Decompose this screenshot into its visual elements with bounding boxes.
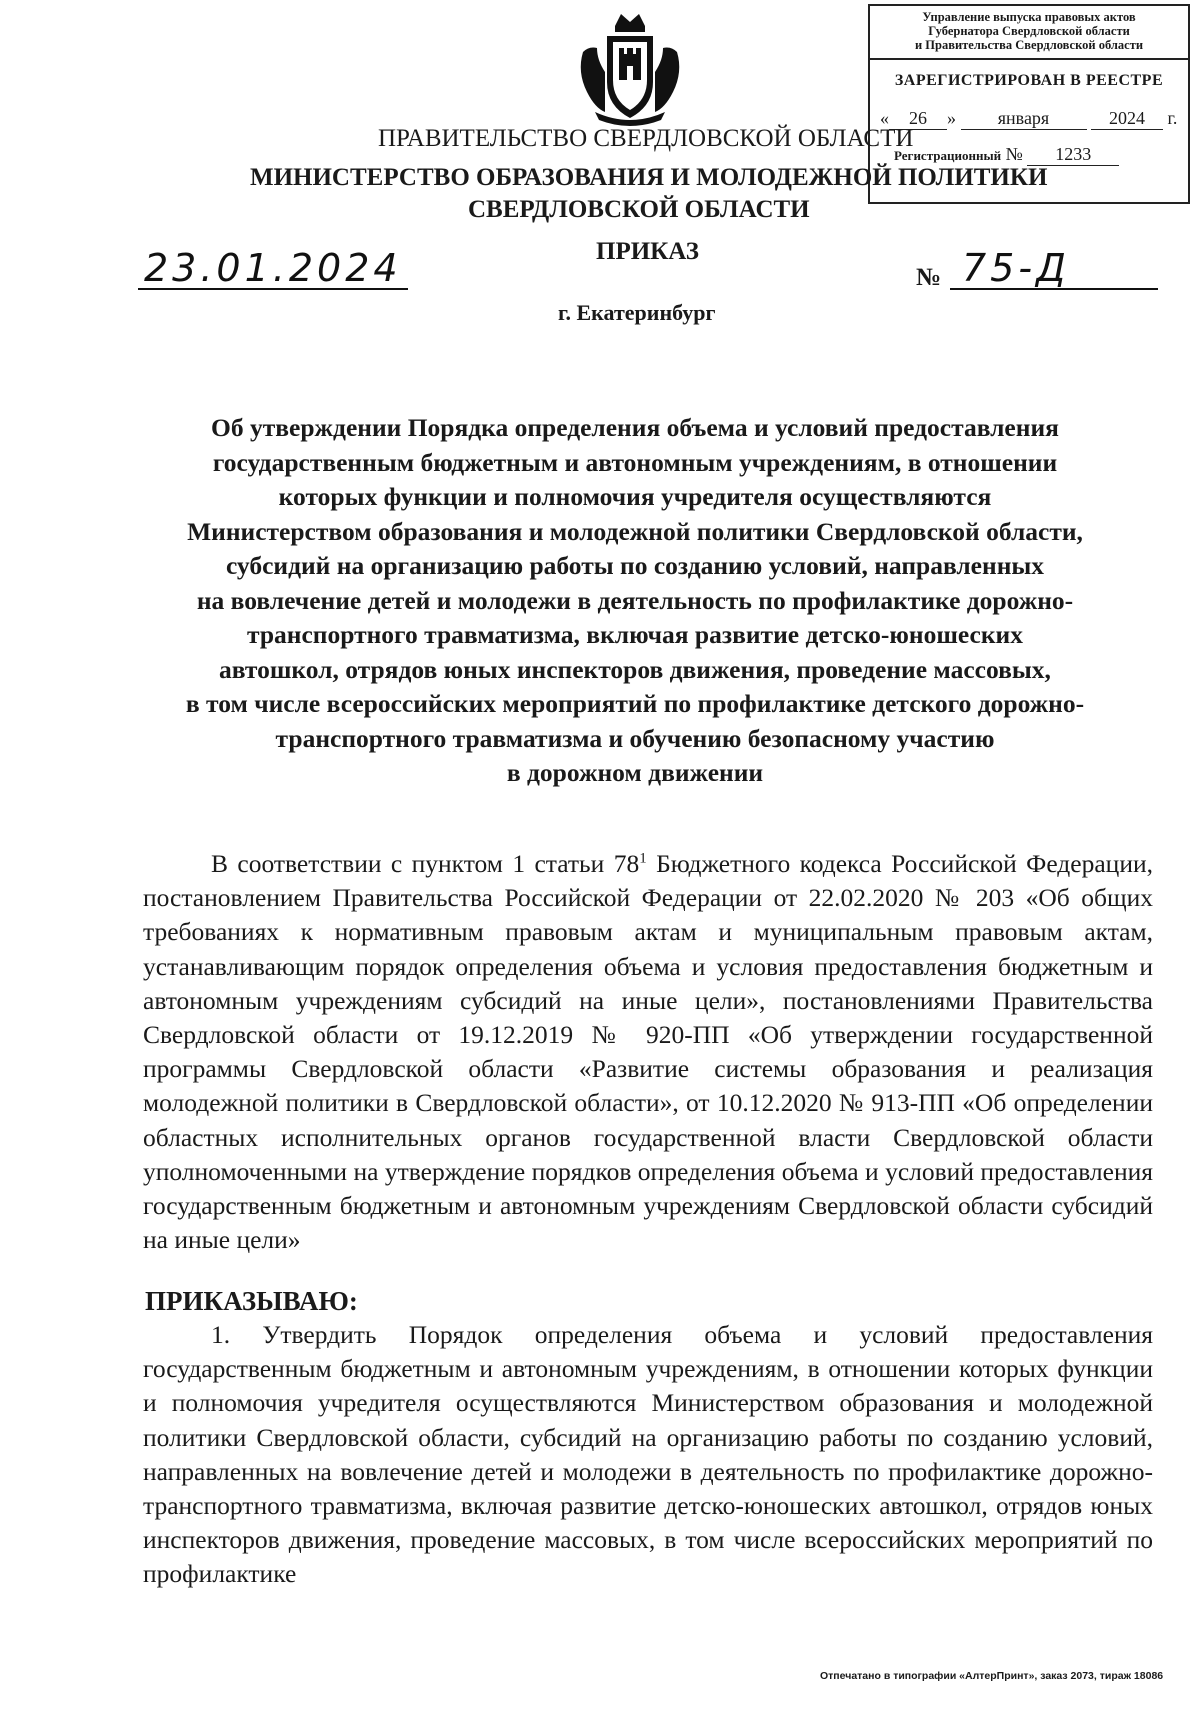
- preamble-paragraph: [143, 847, 1153, 1257]
- preamble: [143, 847, 1153, 1257]
- stamp-year-suffix: г.: [1167, 108, 1178, 128]
- region-title: СВЕРДЛОВСКОЙ ОБЛАСТИ: [468, 196, 810, 223]
- order-item-1: [143, 1318, 1153, 1592]
- order-subject: [125, 411, 1145, 791]
- stamp-open-quote: «: [880, 108, 889, 128]
- stamp-org-line: Управление выпуска правовых актов: [922, 10, 1136, 24]
- subject-line: автошкол, отрядов юных инспекторов движения, проведение массовых,: [219, 654, 1051, 684]
- coat-of-arms-emblem: [575, 12, 685, 124]
- subject-line: на вовлечение детей и молодежи в деятельность по профилактике дорожно-: [196, 585, 1074, 615]
- subject-line: в дорожном движении: [506, 758, 764, 787]
- city: г. Екатеринбург: [558, 300, 716, 325]
- subject-line: которых функции и полномочия учредителя осуществляются: [278, 482, 992, 511]
- subject-line: Об утверждении Порядка определения объема и условий предоставления: [211, 413, 1059, 442]
- handwritten-date: 23.01.2024: [138, 248, 408, 290]
- stamp-month: января: [961, 108, 1087, 130]
- stamp-day: 26: [889, 108, 947, 130]
- article-superscript: 1: [639, 850, 647, 867]
- order-item-text: 1. Утвердить Порядок определения объема и условий предоставления государственным бюджетным и автономным учреждениям, в отношении которых функции и полномочия учредителя осуществляются Министерством образования и молодежной политики Свердловской области, субсидий на организацию работы по созданию условий, направленных на вовлечение детей и молодежи в деятельность по профилактике дорожно-транспортного травматизма, включая развитие детско-юношеских автошкол, отрядов юных инспекторов движения, проведение массовых, в том числе всероссийских мероприятий по профилактике: [143, 1320, 1153, 1589]
- stamp-organization: [870, 6, 1188, 60]
- preamble-text-start: В соответствии с пунктом 1 статьи 78: [211, 849, 640, 878]
- stamp-number: 1233: [1027, 144, 1119, 166]
- order-word: ПРИКАЗЫВАЮ:: [145, 1286, 358, 1316]
- number-sign: №: [916, 264, 942, 291]
- coat-of-arms-icon: [575, 12, 685, 124]
- handwritten-number: 75-Д: [950, 248, 1158, 290]
- subject-line: государственным бюджетным и автономным учреждениям, в отношении: [212, 447, 1058, 477]
- stamp-number-label: Регистрационный: [894, 148, 1002, 163]
- stamp-number-sign: №: [1005, 144, 1023, 164]
- stamp-close-quote: »: [947, 108, 956, 128]
- stamp-org-line: и Правительства Свердловской области: [914, 38, 1144, 52]
- subject-line: Министерством образования и молодежной политики Свердловской области,: [187, 516, 1083, 546]
- preamble-text-rest: Бюджетного кодекса Российской Федерации, постановлением Правительства Российской Федерации от 22.02.2020 № 203 «Об общих требованиях к нормативным правовым актам и муниципальным правовым актам, устанавливающим порядок определения объема и условия предоставления бюджетным и автономным учреждениям субсидий на иные цели», постановлениями Правительства Свердловской области от 19.12.2019 № 920-ПП «Об утверждении государственной программы Свердловской области «Развитие системы образования и реализация молодежной политики в Свердловской области», от 10.12.2020 № 913-ПП «Об определении областных исполнительных органов государственной власти Свердловской области уполномоченными на утверждение порядков определения объема и условий предоставления государственным бюджетным и автономным учреждениям Свердловской области субсидий на иные цели»: [143, 849, 1153, 1255]
- stamp-registered-label: ЗАРЕГИСТРИРОВАН В РЕЕСТРЕ: [894, 72, 1164, 89]
- ministry-title: МИНИСТЕРСТВО ОБРАЗОВАНИЯ И МОЛОДЕЖНОЙ ПОЛИТИКИ: [250, 164, 1048, 191]
- stamp-number-line: [870, 144, 1188, 166]
- stamp-year: 2024: [1091, 108, 1163, 130]
- subject-line: транспортного травматизма, включая развитие детско-юношеских: [247, 620, 1023, 649]
- document-type: ПРИКАЗ: [596, 238, 699, 265]
- government-title: ПРАВИТЕЛЬСТВО СВЕРДЛОВСКОЙ ОБЛАСТИ: [378, 125, 914, 152]
- stamp-date: [870, 108, 1188, 130]
- print-footer: Отпечатано в типографии «АлтерПринт», заказ 2073, тираж 18086: [820, 1670, 1164, 1682]
- subject-line: в том числе всероссийских мероприятий по профилактике детского дорожно-: [185, 689, 1085, 718]
- subject-line: транспортного травматизма и обучению безопасному участию: [275, 723, 995, 753]
- subject-line: субсидий на организацию работы по созданию условий, направленных: [225, 551, 1045, 580]
- stamp-org-line: Губернатора Свердловской области: [928, 24, 1130, 38]
